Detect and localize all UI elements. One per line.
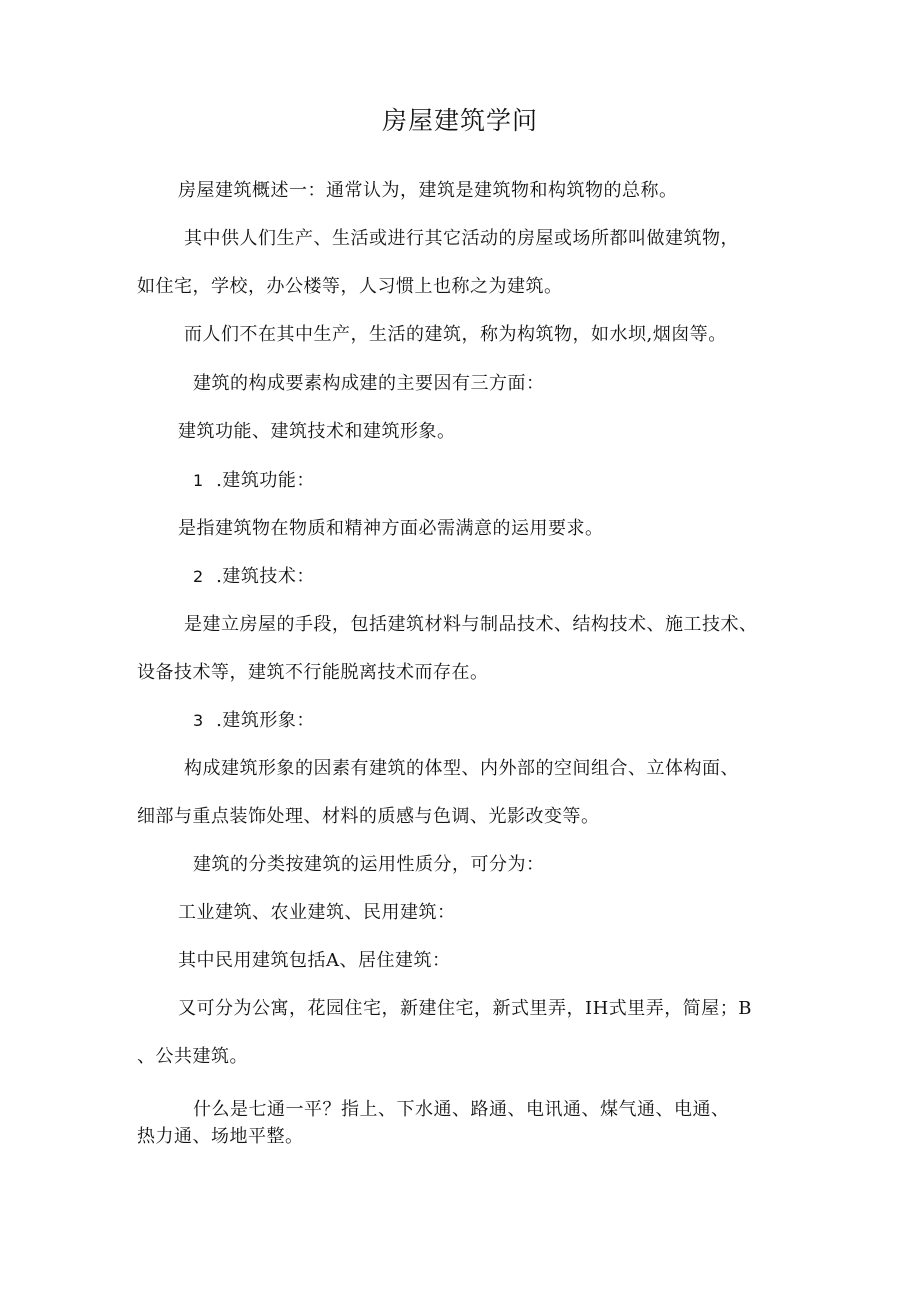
list-item-2 [193, 564, 315, 590]
paragraph-line: 建筑的分类按建筑的运用性质分，可分为： [193, 854, 545, 875]
list-item-label: .建筑功能： [216, 470, 315, 491]
paragraph-line: 热力通、场地平整。 [137, 1126, 304, 1147]
paragraph-line: 其中供人们生产、生活或进行其它活动的房屋或场所都叫做建筑物， [184, 228, 739, 249]
list-item-label: .建筑形象： [216, 710, 315, 731]
paragraph-line: 是建立房屋的手段，包括建筑材料与制品技术、结构技术、施工技术、 [184, 614, 758, 635]
list-item-3 [193, 708, 315, 734]
paragraph-line: 工业建筑、农业建筑、民用建筑： [178, 902, 456, 923]
paragraph-line: 、公共建筑。 [137, 1046, 248, 1067]
list-number: 1 [193, 471, 204, 490]
list-number: 2 [193, 567, 204, 586]
paragraph-line: 其中民用建筑包括A、居住建筑： [178, 950, 451, 971]
paragraph-line: 又可分为公寓，花园住宅，新建住宅，新式里弄，IH式里弄，简屋；B [178, 998, 753, 1019]
paragraph-line: 什么是七通一平？指上、下水通、路通、电讯通、煤气通、电通、 [193, 1099, 730, 1120]
list-item-label: .建筑技术： [216, 566, 315, 587]
paragraph-line: 如住宅，学校，办公楼等，人习惯上也称之为建筑。 [137, 276, 563, 297]
paragraph-line: 房屋建筑概述一：通常认为，建筑是建筑物和构筑物的总称。 [178, 180, 678, 201]
paragraph-line: 构成建筑形象的因素有建筑的体型、内外部的空间组合、立体构面、 [184, 758, 739, 779]
paragraph-line: 建筑的构成要素构成建的主要因有三方面： [193, 373, 545, 394]
paragraph-line: 而人们不在其中生产，生活的建筑，称为构筑物，如水坝,烟囱等。 [184, 324, 727, 345]
paragraph-line: 建筑功能、建筑技术和建筑形象。 [178, 421, 456, 442]
paragraph-line: 是指建筑物在物质和精神方面必需满意的运用要求。 [178, 518, 604, 539]
list-item-1 [193, 468, 315, 494]
paragraph-line: 细部与重点装饰处理、材料的质感与色调、光影改变等。 [137, 806, 600, 827]
page-title: 房屋建筑学问 [381, 106, 538, 135]
paragraph-line: 设备技术等，建筑不行能脱离技术而存在。 [137, 662, 489, 683]
list-number: 3 [193, 711, 204, 730]
